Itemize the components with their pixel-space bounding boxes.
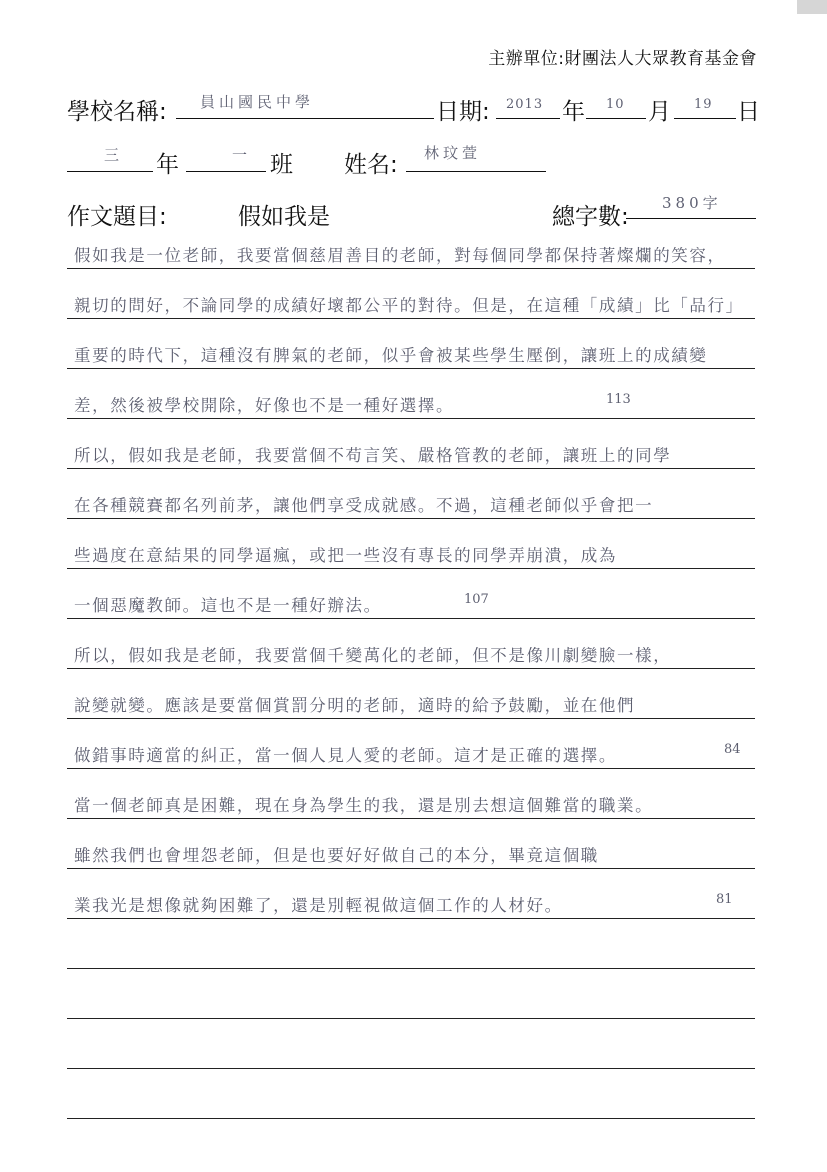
essay-line: 說變就變。應該是要當個賞罰分明的老師，適時的給予鼓勵，並在他們 bbox=[74, 696, 636, 715]
essay-line: 一個惡魔教師。這也不是一種好辦法。 bbox=[74, 596, 382, 615]
school-name-underline bbox=[176, 118, 434, 119]
paragraph-char-count: 81 bbox=[716, 892, 733, 907]
class-suffix-label: 班 bbox=[270, 152, 293, 178]
student-name-label: 姓名: bbox=[344, 152, 398, 178]
essay-line: 所以，假如我是老師，我要當個不苟言笑、嚴格管教的老師，讓班上的同學 bbox=[74, 446, 672, 465]
day-label: 日 bbox=[737, 99, 760, 125]
date-label: 日期: bbox=[436, 99, 490, 125]
word-count-value: 380字 bbox=[662, 194, 722, 212]
month-label: 月 bbox=[648, 99, 671, 125]
class-value: 一 bbox=[232, 146, 252, 164]
grade-suffix-label: 年 bbox=[156, 152, 179, 178]
class-underline bbox=[186, 171, 266, 172]
essay-line: 業我光是想像就夠困難了，還是別輕視做這個工作的人材好。 bbox=[74, 896, 563, 915]
topic-value: 假如我是 bbox=[238, 204, 330, 230]
date-month-underline bbox=[586, 118, 646, 119]
essay-line: 重要的時代下，這種沒有脾氣的老師，似乎會被某些學生壓倒，讓班上的成績變 bbox=[74, 346, 708, 365]
essay-line: 所以，假如我是老師，我要當個千變萬化的老師，但不是像川劇變臉一樣， bbox=[74, 646, 672, 665]
essay-line: 當一個老師真是困難，現在身為學生的我，還是別去想這個難當的職業。 bbox=[74, 796, 654, 815]
paragraph-char-count: 84 bbox=[724, 742, 741, 757]
ruled-line bbox=[67, 968, 755, 969]
date-year-underline bbox=[496, 118, 560, 119]
ruled-line bbox=[67, 1068, 755, 1069]
school-name-value: 員山國民中學 bbox=[200, 93, 315, 111]
essay-line: 親切的問好，不論同學的成績好壞都公平的對待。但是，在這種「成績」比「品行」 bbox=[74, 296, 744, 315]
essay-line: 差，然後被學校開除，好像也不是一種好選擇。 bbox=[74, 396, 455, 415]
essay-line: 假如我是一位老師，我要當個慈眉善目的老師，對每個同學都保持著燦爛的笑容， bbox=[74, 246, 726, 265]
essay-line: 做錯事時適當的糾正，當一個人見人愛的老師。這才是正確的選擇。 bbox=[74, 746, 617, 765]
essay-line: 雖然我們也會埋怨老師，但是也要好好做自己的本分，畢竟這個職 bbox=[74, 846, 599, 865]
grade-value: 三 bbox=[104, 146, 124, 164]
date-month-value: 10 bbox=[606, 97, 625, 112]
word-count-underline bbox=[626, 218, 756, 219]
paragraph-char-count: 107 bbox=[464, 592, 489, 607]
word-count-label: 總字數: bbox=[552, 204, 629, 230]
essay-line: 在各種競賽都名列前茅，讓他們享受成就感。不過，這種老師似乎會把一 bbox=[74, 496, 654, 515]
ruled-line bbox=[67, 1018, 755, 1019]
student-name-value: 林玟萱 bbox=[424, 144, 482, 162]
student-name-underline bbox=[406, 171, 546, 172]
year-label: 年 bbox=[562, 99, 585, 125]
scan-edge-mark bbox=[797, 0, 827, 14]
date-day-value: 19 bbox=[694, 97, 713, 112]
date-day-underline bbox=[674, 118, 736, 119]
ruled-line bbox=[67, 1118, 755, 1119]
grade-underline bbox=[67, 171, 153, 172]
date-year-value: 2013 bbox=[506, 97, 544, 112]
paragraph-char-count: 113 bbox=[606, 392, 631, 407]
essay-line: 些過度在意結果的同學逼瘋，或把一些沒有專長的同學弄崩潰，成為 bbox=[74, 546, 617, 565]
organizer-line: 主辦單位:財團法人大眾教育基金會 bbox=[488, 49, 757, 69]
topic-label: 作文題目: bbox=[67, 204, 167, 230]
school-name-label: 學校名稱: bbox=[67, 99, 167, 125]
